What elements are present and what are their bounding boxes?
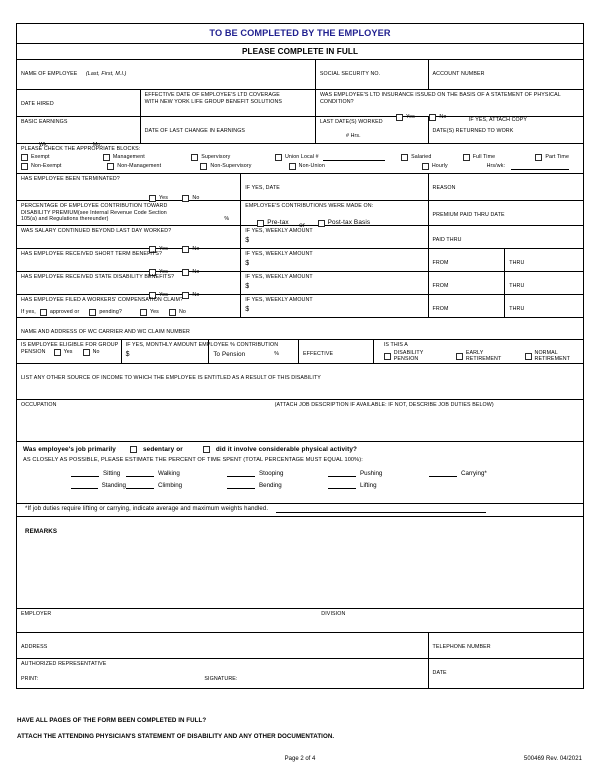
label-full-time: Full Time: [472, 154, 496, 161]
label-non-supervisory: Non-Supervisory: [210, 162, 252, 169]
cell-contributions-made-on[interactable]: [241, 201, 428, 229]
label-non-exempt: Non-Exempt: [31, 162, 62, 169]
footer-attach-note: ATTACH THE ATTENDING PHYSICIAN'S STATEMENT OF DISABILITY AND ANY OTHER DOCUMENTATION.: [17, 733, 335, 740]
label-yes: Yes: [159, 291, 168, 298]
cell-wc-carrier[interactable]: [17, 318, 583, 339]
label-if-yes-date: IF YES, DATE: [245, 184, 280, 191]
label-signature: SIGNATURE:: [204, 675, 238, 682]
label-eligible-pension-2: PENSION: [21, 348, 46, 355]
label-carrying: Carrying*: [461, 470, 487, 478]
checkbox-full-time[interactable]: [463, 154, 526, 161]
label-if-yes-weekly-amount: IF YES, WEEKLY AMOUNT: [245, 273, 313, 280]
label-lifting: Lifting: [360, 482, 377, 490]
checkbox-icon[interactable]: [21, 154, 28, 161]
label-union-local: Union Local #: [284, 154, 319, 161]
label-post-tax: Post-tax Basis: [327, 218, 371, 226]
row-terminated: [17, 174, 583, 201]
checkbox-physical-activity[interactable]: [203, 446, 357, 454]
cell-other-income[interactable]: [17, 364, 583, 399]
label-date-last-change: DATE OF LAST CHANGE IN EARNINGS: [144, 128, 246, 134]
label-part-time: Part Time: [545, 154, 569, 161]
label-no: No: [92, 348, 100, 355]
label-occupation: OCCUPATION: [21, 401, 57, 408]
label-if-yes: If yes,: [21, 308, 36, 315]
cell-short-term-from[interactable]: [429, 249, 506, 271]
label-earnings-mo: Mo.: [92, 141, 103, 148]
label-pct-contribution-1: PERCENTAGE OF EMPLOYEE CONTRIBUTION TOWARD: [21, 202, 168, 209]
field-bending[interactable]: [227, 482, 328, 489]
checkbox-icon[interactable]: [140, 309, 147, 316]
cell-eligible-pension[interactable]: [17, 340, 122, 363]
cell-terminated-reason[interactable]: [429, 174, 583, 200]
label-stooping: Stooping: [259, 470, 284, 478]
label-to-pension: To Pension: [213, 350, 246, 358]
label-short-term-benefits: HAS EMPLOYEE RECEIVED SHORT TERM BENEFITS?: [21, 250, 163, 257]
cell-terminated-date[interactable]: [241, 174, 428, 200]
cell-salary-continued[interactable]: [17, 226, 241, 252]
check-blocks-line-1: [21, 154, 579, 161]
banner-row-employer: [17, 24, 583, 44]
label-normal: NORMAL: [534, 349, 558, 356]
label-or: or: [299, 221, 306, 229]
label-effective-date-ltd-2: WITH NEW YORK LIFE GROUP BENEFIT SOLUTIONS: [144, 98, 283, 105]
label-premium-paid-thru: PREMIUM PAID THRU DATE: [432, 211, 505, 218]
input-pushing[interactable]: [328, 470, 356, 477]
label-dollar-sign: $: [245, 305, 250, 313]
row-check-blocks: [17, 141, 583, 174]
label-non-management: Non-Management: [117, 162, 162, 169]
cell-workers-comp[interactable]: [17, 295, 241, 317]
cell-effective-date-ltd[interactable]: [141, 90, 316, 116]
row-earnings: [17, 117, 583, 148]
label-climbing: Climbing: [158, 482, 183, 490]
row-job-activity: [17, 442, 583, 504]
banner-row-complete: [17, 44, 583, 61]
cell-occupation[interactable]: [17, 400, 583, 441]
checkbox-icon[interactable]: [103, 154, 110, 161]
employer-form: [16, 23, 584, 689]
input-stooping[interactable]: [227, 470, 255, 477]
label-percent-symbol: %: [224, 216, 230, 223]
label-pending: pending?: [99, 308, 122, 315]
label-standing: Standing: [101, 482, 126, 490]
cell-date-hired[interactable]: [17, 90, 141, 116]
checkbox-non-union[interactable]: [289, 163, 412, 170]
label-dollar-sign: $: [125, 350, 130, 358]
label-bending: Bending: [259, 482, 282, 490]
checkbox-wc-no[interactable]: [169, 309, 186, 316]
label-remarks: REMARKS: [25, 527, 58, 535]
label-supervisory: Supervisory: [201, 154, 231, 161]
checkbox-icon[interactable]: [107, 163, 114, 170]
label-salary-continued: WAS SALARY CONTINUED BEYOND LAST DAY WORKED?: [21, 227, 172, 234]
checkbox-normal-retirement[interactable]: [525, 350, 571, 364]
page-number: Page 2 of 4: [284, 756, 316, 762]
row-other-income: [17, 364, 583, 400]
field-pushing[interactable]: [328, 470, 429, 477]
row-employer-division: [17, 609, 583, 633]
cell-short-term-weekly-amount[interactable]: [241, 249, 428, 271]
cell-percentage-contribution[interactable]: [17, 201, 241, 225]
input-sitting[interactable]: [71, 470, 99, 477]
label-walking: Walking: [158, 470, 180, 478]
cell-lifting-note: [17, 504, 583, 516]
checkbox-icon[interactable]: [525, 353, 532, 360]
label-dates-returned: DATE(S) RETURNED TO WORK: [432, 128, 514, 134]
label-paid-thru: PAID THRU: [432, 236, 462, 243]
checkbox-icon[interactable]: [40, 309, 47, 316]
label-contributions-made-on: EMPLOYEE'S CONTRIBUTIONS WERE MADE ON:: [245, 202, 374, 209]
label-no: No: [192, 268, 200, 275]
label-yes: Yes: [405, 113, 415, 120]
label-hrs: # Hrs.: [345, 132, 361, 139]
checkbox-icon[interactable]: [54, 349, 61, 356]
label-effective: EFFECTIVE: [303, 350, 334, 357]
label-sedentary-or: sedentary or: [142, 445, 183, 453]
checkbox-icon[interactable]: [200, 163, 207, 170]
label-salaried: Salaried: [411, 154, 432, 161]
row-occupation: [17, 400, 583, 442]
cell-state-disability-weekly-amount[interactable]: [241, 272, 428, 294]
cell-premium-paid-thru[interactable]: [429, 201, 583, 225]
checkbox-non-exempt[interactable]: [21, 163, 97, 170]
label-wc-carrier: NAME AND ADDRESS OF WC CARRIER AND WC CLAIM NUMBER: [21, 328, 190, 335]
checkbox-part-time[interactable]: [535, 154, 569, 161]
field-hrs-per-week[interactable]: [487, 163, 569, 170]
row-authorized-rep: [17, 659, 583, 689]
label-pct-contribution-2: DISABILITY PREMIUM(see Internal Revenue Code Section: [21, 209, 167, 216]
checkbox-icon[interactable]: [21, 163, 28, 170]
label-yes: Yes: [149, 308, 159, 315]
page-subtitle: PLEASE COMPLETE IN FULL: [241, 46, 359, 56]
input-weights-handled[interactable]: [276, 506, 486, 513]
cell-check-blocks: [17, 141, 583, 173]
label-ltd-statement-1: WAS EMPLOYEE'S LTD INSURANCE ISSUED ON THE BASIS OF A STATEMENT OF PHYSICAL: [319, 92, 561, 98]
cell-state-disability-from[interactable]: [429, 272, 506, 294]
cell-short-term-benefits[interactable]: [17, 249, 241, 275]
checkbox-icon[interactable]: [401, 154, 408, 161]
label-job-primarily: Was employee's job primarily: [23, 445, 116, 453]
cell-date-last-change[interactable]: [141, 117, 316, 143]
label-no: No: [178, 308, 186, 315]
label-workers-comp-claim: HAS EMPLOYEE FILED A WORKERS' COMPENSATION CLAIM?: [21, 296, 184, 303]
cell-short-term-thru[interactable]: [505, 249, 583, 271]
row-contribution-pct: [17, 201, 583, 229]
checkbox-icon[interactable]: [83, 349, 90, 356]
label-dollar-sign: $: [245, 282, 250, 290]
cell-address[interactable]: [17, 633, 429, 658]
checkbox-icon[interactable]: [422, 163, 429, 170]
label-name-hint: (Last, First, M.I.): [85, 71, 127, 77]
label-if-yes-weekly-amount: IF YES, WEEKLY AMOUNT: [245, 227, 313, 234]
label-division: DIVISION: [321, 610, 346, 617]
checkbox-wc-approved[interactable]: [40, 309, 79, 316]
label-no: No: [192, 291, 200, 298]
checkbox-early-retirement[interactable]: [456, 350, 515, 364]
label-last-dates-worked: LAST DATE(S) WORKED: [319, 119, 383, 125]
label-check-blocks-instruction: PLEASE CHECK THE APPROPRIATE BLOCKS:: [21, 146, 141, 152]
input-lifting[interactable]: [328, 482, 356, 489]
label-other-income: LIST ANY OTHER SOURCE OF INCOME TO WHICH THE EMPLOYEE IS ENTITLED AS A RESULT OF THIS DISABILITY: [21, 374, 321, 381]
label-hourly: Hourly: [431, 162, 448, 169]
label-if-yes-weekly-amount: IF YES, WEEKLY AMOUNT: [245, 250, 313, 257]
checkbox-icon[interactable]: [275, 154, 282, 161]
field-climbing[interactable]: [126, 482, 227, 489]
label-non-union: Non-Union: [298, 162, 325, 169]
cell-basic-earnings[interactable]: [17, 117, 141, 148]
label-estimate-instruction: AS CLOSELY AS POSSIBLE, PLEASE ESTIMATE THE PERCENT OF TIME SPENT (TOTAL PERCENTAGE MUST EQUAL 100%):: [23, 456, 363, 463]
field-stooping[interactable]: [227, 470, 328, 477]
cell-wc-thru[interactable]: [505, 295, 583, 317]
cell-job-activity: [17, 442, 583, 503]
input-union-local-number[interactable]: [323, 154, 385, 161]
cell-employer-division[interactable]: [17, 609, 583, 632]
label-pension: PENSION: [393, 356, 419, 363]
label-sitting: Sitting: [103, 470, 121, 478]
label-approved-or: approved or: [49, 308, 80, 315]
label-lifting-note: *If job duties require lifting or carrying, indicate average and maximum weights handled.: [25, 505, 269, 512]
label-yes: Yes: [159, 194, 168, 201]
checkbox-wc-yes[interactable]: [140, 309, 159, 316]
row-remarks: [17, 517, 583, 609]
label-no: No: [192, 194, 200, 201]
label-retirement: RETIREMENT: [465, 356, 502, 363]
checkbox-pension-yes[interactable]: [54, 349, 73, 356]
label-is-this-a: IS THIS A: [383, 341, 408, 348]
cell-terminated[interactable]: [17, 174, 241, 200]
label-yes: Yes: [159, 268, 168, 275]
cell-social-security-no[interactable]: [316, 60, 429, 89]
label-reason: REASON: [432, 184, 456, 191]
label-from: FROM: [432, 305, 449, 312]
cell-wc-from[interactable]: [429, 295, 506, 317]
cell-effective[interactable]: [299, 340, 374, 363]
row-wc-carrier: [17, 318, 583, 340]
row-short-term-benefits: [17, 249, 583, 275]
label-terminated: HAS EMPLOYEE BEEN TERMINATED?: [21, 175, 120, 182]
label-date-hired: DATE HIRED: [21, 101, 54, 107]
label-early: EARLY: [465, 349, 484, 356]
row-workers-comp: [17, 295, 583, 318]
checkbox-icon[interactable]: [89, 309, 96, 316]
field-standing[interactable]: [23, 482, 126, 489]
field-carrying[interactable]: [429, 470, 487, 477]
cell-dates-returned[interactable]: [429, 117, 583, 143]
cell-date[interactable]: [429, 659, 583, 688]
checkbox-icon[interactable]: [169, 309, 176, 316]
label-from: FROM: [432, 259, 449, 266]
input-hrs-wk[interactable]: [511, 163, 569, 170]
label-physical-activity: did it involve considerable physical activity?: [215, 445, 358, 453]
label-social-security-no: SOCIAL SECURITY NO.: [319, 71, 381, 77]
label-ltd-statement-2: CONDITION?: [319, 98, 354, 105]
row-salary-continued: [17, 226, 583, 252]
label-dollar-sign: $: [245, 259, 250, 267]
label-address: ADDRESS: [21, 643, 48, 650]
label-print: PRINT:: [21, 675, 39, 682]
checkbox-sedentary[interactable]: [130, 446, 183, 454]
label-attach-copy: IF YES, ATTACH COPY: [468, 116, 528, 123]
checkbox-icon[interactable]: [191, 154, 198, 161]
cell-remarks[interactable]: [17, 517, 583, 608]
label-telephone-number: TELEPHONE NUMBER: [432, 643, 491, 650]
checkbox-icon[interactable]: [463, 154, 470, 161]
cell-telephone-number[interactable]: [429, 633, 583, 658]
label-percent-symbol: %: [274, 350, 280, 357]
checkbox-union-local[interactable]: [275, 154, 391, 161]
label-eligible-pension-1: IS EMPLOYEE ELIGIBLE FOR GROUP: [21, 341, 119, 348]
label-date: DATE: [432, 669, 447, 676]
cell-name-of-employee[interactable]: [17, 60, 316, 89]
label-if-yes-monthly: IF YES, MONTHLY AMOUNT EMPLOYEE % CONTRIBUTION: [125, 341, 279, 348]
row-employee-identity: [17, 60, 583, 90]
checkbox-exempt[interactable]: [21, 154, 93, 161]
checkbox-disability-pension[interactable]: [384, 350, 446, 364]
checkbox-hourly[interactable]: [422, 163, 477, 170]
cell-state-disability-thru[interactable]: [505, 272, 583, 294]
cell-is-this-a: [374, 340, 583, 363]
checkbox-icon[interactable]: [203, 446, 210, 453]
checkbox-non-supervisory[interactable]: [200, 163, 278, 170]
label-state-disability-benefits: HAS EMPLOYEE RECEIVED STATE DISABILITY BENEFITS?: [21, 273, 175, 280]
label-exempt: Exempt: [31, 154, 50, 161]
label-thru: THRU: [509, 259, 525, 266]
field-lifting[interactable]: [328, 482, 429, 489]
footer-question: HAVE ALL PAGES OF THE FORM BEEN COMPLETED IN FULL?: [17, 717, 207, 724]
label-thru: THRU: [509, 282, 525, 289]
cell-salary-weekly-amount[interactable]: [241, 226, 428, 248]
label-yes: Yes: [63, 348, 73, 355]
checkbox-pension-no[interactable]: [83, 349, 100, 356]
label-pre-tax: Pre-tax: [267, 218, 289, 226]
checkbox-icon[interactable]: [535, 154, 542, 161]
label-basic-earnings: BASIC EARNINGS: [21, 119, 68, 125]
label-account-number: ACCOUNT NUMBER: [432, 71, 485, 77]
label-if-yes-weekly-amount: IF YES, WEEKLY AMOUNT: [245, 296, 313, 303]
cell-paid-thru[interactable]: [429, 226, 583, 248]
cell-account-number[interactable]: [429, 60, 583, 89]
label-earnings-wk: Wk.: [39, 141, 49, 148]
label-pct-contribution-3: 105(a) and Regulations thereunder): [21, 216, 109, 223]
label-no: No: [192, 245, 200, 252]
input-bending[interactable]: [227, 482, 255, 489]
field-walking[interactable]: [126, 470, 227, 477]
row-group-pension: [17, 340, 583, 364]
label-pushing: Pushing: [360, 470, 383, 478]
label-attach-job-description: (ATTACH JOB DESCRIPTION IF AVAILABLE: IF NOT, DESCRIBE JOB DUTIES BELOW): [274, 401, 494, 408]
input-climbing[interactable]: [126, 482, 154, 489]
label-authorized-representative: AUTHORIZED REPRESENTATIVE: [21, 660, 107, 667]
label-employer: EMPLOYER: [21, 610, 52, 617]
label-effective-date-ltd-1: EFFECTIVE DATE OF EMPLOYEE'S LTD COVERAGE: [144, 92, 280, 98]
checkbox-icon[interactable]: [384, 353, 391, 360]
label-name-of-employee: NAME OF EMPLOYEE: [21, 71, 78, 77]
label-management: Management: [112, 154, 145, 161]
page-title: TO BE COMPLETED BY THE EMPLOYER: [209, 28, 391, 38]
checkbox-supervisory[interactable]: [191, 154, 265, 161]
cell-authorized-representative[interactable]: [17, 659, 429, 688]
cell-last-dates-worked[interactable]: [316, 117, 429, 143]
checkbox-wc-pending[interactable]: [89, 309, 122, 316]
checkbox-non-management[interactable]: [107, 163, 190, 170]
input-standing[interactable]: [71, 482, 98, 489]
checkbox-icon[interactable]: [289, 163, 296, 170]
label-no: No: [439, 113, 447, 120]
label-retirement: RETIREMENT: [534, 356, 571, 363]
label-yes: Yes: [159, 245, 168, 252]
checkbox-icon[interactable]: [130, 446, 137, 453]
row-lifting-note: [17, 504, 583, 517]
check-blocks-line-2: [21, 163, 579, 170]
input-walking[interactable]: [126, 470, 154, 477]
label-dollar-sign: $: [245, 236, 250, 244]
cell-wc-weekly-amount[interactable]: [241, 295, 428, 317]
label-from: FROM: [432, 282, 449, 289]
label-disability: DISABILITY: [393, 349, 424, 356]
checkbox-salaried[interactable]: [401, 154, 453, 161]
checkbox-icon[interactable]: [456, 353, 463, 360]
cell-state-disability[interactable]: [17, 272, 241, 298]
input-carrying[interactable]: [429, 470, 457, 477]
row-address-telephone: [17, 633, 583, 659]
row-state-disability: [17, 272, 583, 298]
form-id: 500469 Rev. 04/2021: [523, 756, 582, 762]
label-thru: THRU: [509, 305, 525, 312]
cell-to-pension[interactable]: [209, 340, 299, 363]
field-sitting[interactable]: [23, 470, 126, 477]
label-hrs-wk: Hrs/wk:: [486, 162, 506, 169]
checkbox-management[interactable]: [103, 154, 181, 161]
